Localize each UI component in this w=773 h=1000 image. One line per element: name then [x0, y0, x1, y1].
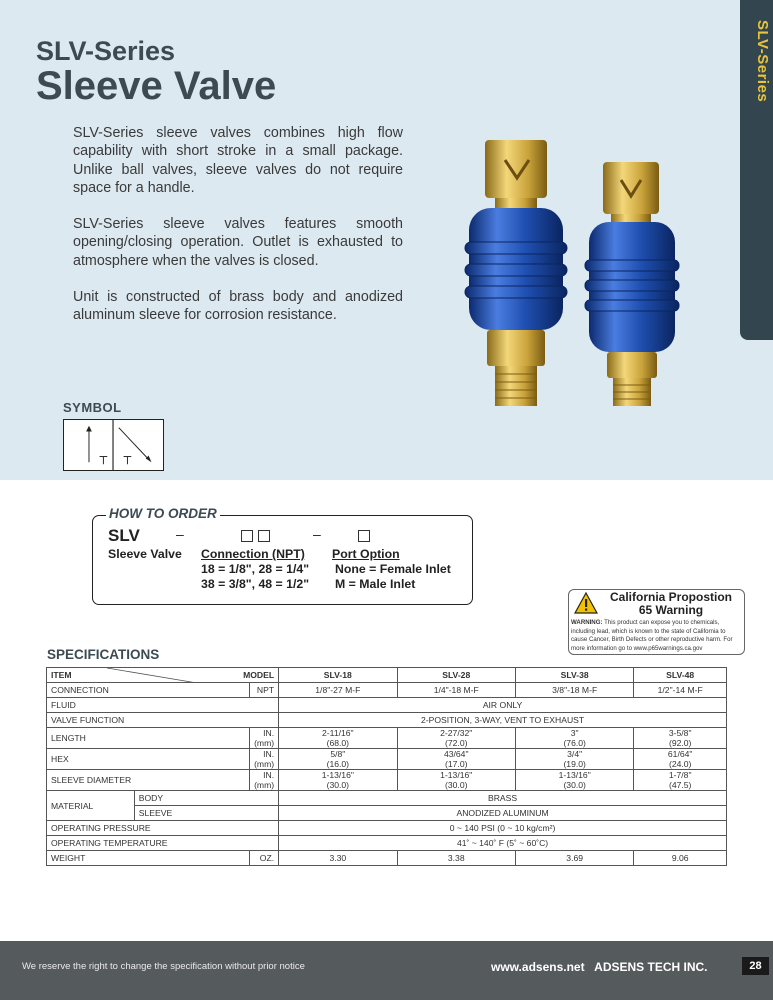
product-photo	[455, 130, 705, 415]
row-unit	[250, 770, 279, 791]
order-code: SLV	[108, 526, 140, 545]
value-mm: (92.0)	[668, 738, 692, 748]
order-digit-box	[258, 530, 270, 542]
unit-mm: (mm)	[254, 738, 275, 748]
specifications-heading: SPECIFICATIONS	[47, 647, 160, 662]
symbol-label: SYMBOL	[63, 400, 122, 415]
how-to-order-heading: HOW TO ORDER	[106, 506, 220, 521]
table-row	[47, 770, 727, 791]
unit-in: IN.	[263, 749, 275, 759]
intro-paragraph: SLV-Series sleeve valves combines high flow capability with short stroke in a small package. Unlike ball valves, sleeve valves do not require space for a handle.	[73, 125, 403, 196]
value-in: 61/64"	[667, 749, 693, 759]
table-cell: 1/2"-14 M-F	[634, 683, 727, 698]
valve-symbol	[63, 419, 164, 471]
table-cell	[279, 728, 397, 749]
value-mm: (68.0)	[326, 738, 350, 748]
value-mm: (17.0)	[445, 759, 468, 769]
unit-mm: (mm)	[254, 780, 275, 790]
row-label: OPERATING PRESSURE	[47, 821, 279, 836]
table-row	[47, 683, 727, 698]
table-cell: 1/4"-18 M-F	[397, 683, 515, 698]
value-mm: (24.0)	[668, 759, 692, 769]
table-row	[47, 806, 727, 821]
table-row	[47, 698, 727, 713]
value-in: 3-5/8"	[668, 728, 692, 738]
row-label: CONNECTION	[47, 683, 250, 698]
table-cell: BRASS	[279, 791, 727, 806]
value-mm: (30.0)	[326, 780, 350, 790]
table-cell: AIR ONLY	[279, 698, 727, 713]
table-row	[47, 749, 727, 770]
series-title: SLV-Series	[36, 36, 176, 66]
table-row	[47, 791, 727, 806]
prop65-title	[601, 591, 741, 617]
value-in: 2-27/32"	[440, 728, 473, 738]
model-header: SLV-18	[279, 668, 397, 683]
prop65-title-line: California Propostion	[609, 590, 732, 604]
model-label: MODEL	[243, 670, 275, 680]
row-label: SLEEVE DIAMETER	[47, 770, 250, 791]
prop65-title-line: 65 Warning	[638, 603, 704, 617]
prop65-lead: WARNING:	[571, 619, 603, 626]
model-header: SLV-38	[515, 668, 633, 683]
value-mm: (76.0)	[563, 738, 586, 748]
table-row	[47, 713, 727, 728]
table-cell: 1/8"-27 M-F	[279, 683, 397, 698]
unit-in: IN.	[263, 770, 275, 780]
intro-paragraph: SLV-Series sleeve valves features smooth opening/closing operation. Outlet is exhausted to atmosphere when the valves is closed.	[73, 216, 403, 269]
table-cell: 41˚ ~ 140˚ F (5˚ ~ 60˚C)	[279, 836, 727, 851]
value-mm: (30.0)	[445, 780, 468, 790]
value-in: 5/8"	[330, 749, 346, 759]
table-cell: 0 ~ 140 PSI (0 ~ 10 kg/cm²)	[279, 821, 727, 836]
model-header: SLV-48	[634, 668, 727, 683]
value-mm: (19.0)	[563, 759, 586, 769]
row-unit: OZ.	[250, 851, 279, 866]
table-cell	[397, 770, 515, 791]
row-label: WEIGHT	[47, 851, 250, 866]
footer-disclaimer: We reserve the right to change the specification without prior notice	[22, 961, 305, 972]
table-cell: 3.69	[515, 851, 633, 866]
table-row	[47, 836, 727, 851]
port-option-line: None = Female Inlet	[335, 562, 451, 576]
order-digit-box	[241, 530, 253, 542]
table-cell: 9.06	[634, 851, 727, 866]
row-label: MATERIAL	[47, 791, 135, 821]
header-diagonal	[47, 668, 278, 683]
unit-in: IN.	[263, 728, 275, 738]
page-title: Sleeve Valve	[36, 64, 277, 108]
row-unit: NPT	[250, 683, 279, 698]
valve-right	[585, 162, 679, 406]
value-mm: (30.0)	[563, 780, 586, 790]
value-in: 2-11/16"	[322, 728, 354, 738]
table-cell	[515, 728, 633, 749]
prop65-text	[571, 619, 743, 653]
table-cell	[634, 749, 727, 770]
intro-text	[73, 124, 403, 343]
table-cell	[397, 749, 515, 770]
model-header: SLV-28	[397, 668, 515, 683]
row-label: LENGTH	[47, 728, 250, 749]
row-sublabel: SLEEVE	[134, 806, 278, 821]
table-cell: 3.30	[279, 851, 397, 866]
value-mm: (47.5)	[668, 780, 692, 790]
table-cell	[279, 770, 397, 791]
table-cell: 3/8"-18 M-F	[515, 683, 633, 698]
value-in: 1-13/16"	[321, 770, 354, 780]
row-unit	[250, 728, 279, 749]
table-cell: ANODIZED ALUMINUM	[279, 806, 727, 821]
row-unit	[250, 749, 279, 770]
row-sublabel: BODY	[134, 791, 278, 806]
unit-mm: (mm)	[254, 759, 275, 769]
table-header-row	[47, 668, 727, 683]
table-cell	[279, 749, 397, 770]
footer-contact	[491, 960, 708, 974]
value-in: 1-7/8"	[668, 770, 692, 780]
intro-paragraph: Unit is constructed of brass body and anodized aluminum sleeve for corrosion resistance.	[73, 289, 403, 324]
valve-left	[465, 140, 567, 406]
connection-line: 18 = 1/8", 28 = 1/4"	[201, 562, 310, 576]
value-in: 3/4"	[567, 749, 583, 759]
row-label: HEX	[47, 749, 250, 770]
row-label: FLUID	[47, 698, 279, 713]
value-mm: (72.0)	[445, 738, 468, 748]
prop65-body: This product can expose you to chemicals, including lead, which is known to the state of California to cause Cancer, Birth Defects or other reproductive harm. For more information go to www.p65warnings.ca.gov	[571, 619, 733, 652]
value-in: 3"	[570, 728, 579, 738]
table-cell	[634, 728, 727, 749]
port-option-title: Port Option	[332, 547, 400, 561]
table-row	[47, 728, 727, 749]
table-cell	[634, 770, 727, 791]
connection-title: Connection (NPT)	[201, 547, 305, 561]
item-label: ITEM	[51, 670, 72, 680]
order-dash: –	[313, 526, 321, 542]
value-in: 1-13/16"	[440, 770, 473, 780]
value-in: 43/64"	[443, 749, 469, 759]
side-tab-label: SLV-Series	[754, 20, 771, 103]
page-number: 28	[742, 957, 769, 975]
table-row	[47, 851, 727, 866]
value-in: 1-13/16"	[558, 770, 591, 780]
table-cell: 3.38	[397, 851, 515, 866]
table-cell	[515, 749, 633, 770]
row-label: OPERATING TEMPERATURE	[47, 836, 279, 851]
row-label: VALVE FUNCTION	[47, 713, 279, 728]
order-option-box	[358, 530, 370, 542]
table-cell	[397, 728, 515, 749]
warning-icon	[574, 592, 598, 614]
item-model-header	[47, 668, 279, 683]
table-cell	[515, 770, 633, 791]
table-cell: 2-POSITION, 3-WAY, VENT TO EXHAUST	[279, 713, 727, 728]
order-label: Sleeve Valve	[108, 547, 182, 561]
connection-line: 38 = 3/8", 48 = 1/2"	[201, 577, 310, 591]
order-dash: –	[176, 526, 184, 542]
footer-website[interactable]: www.adsens.net	[491, 960, 585, 974]
value-mm: (16.0)	[326, 759, 350, 769]
specifications-table	[46, 667, 727, 866]
table-row	[47, 821, 727, 836]
port-option-line: M = Male Inlet	[335, 577, 416, 591]
footer-company: ADSENS TECH INC.	[594, 960, 708, 974]
